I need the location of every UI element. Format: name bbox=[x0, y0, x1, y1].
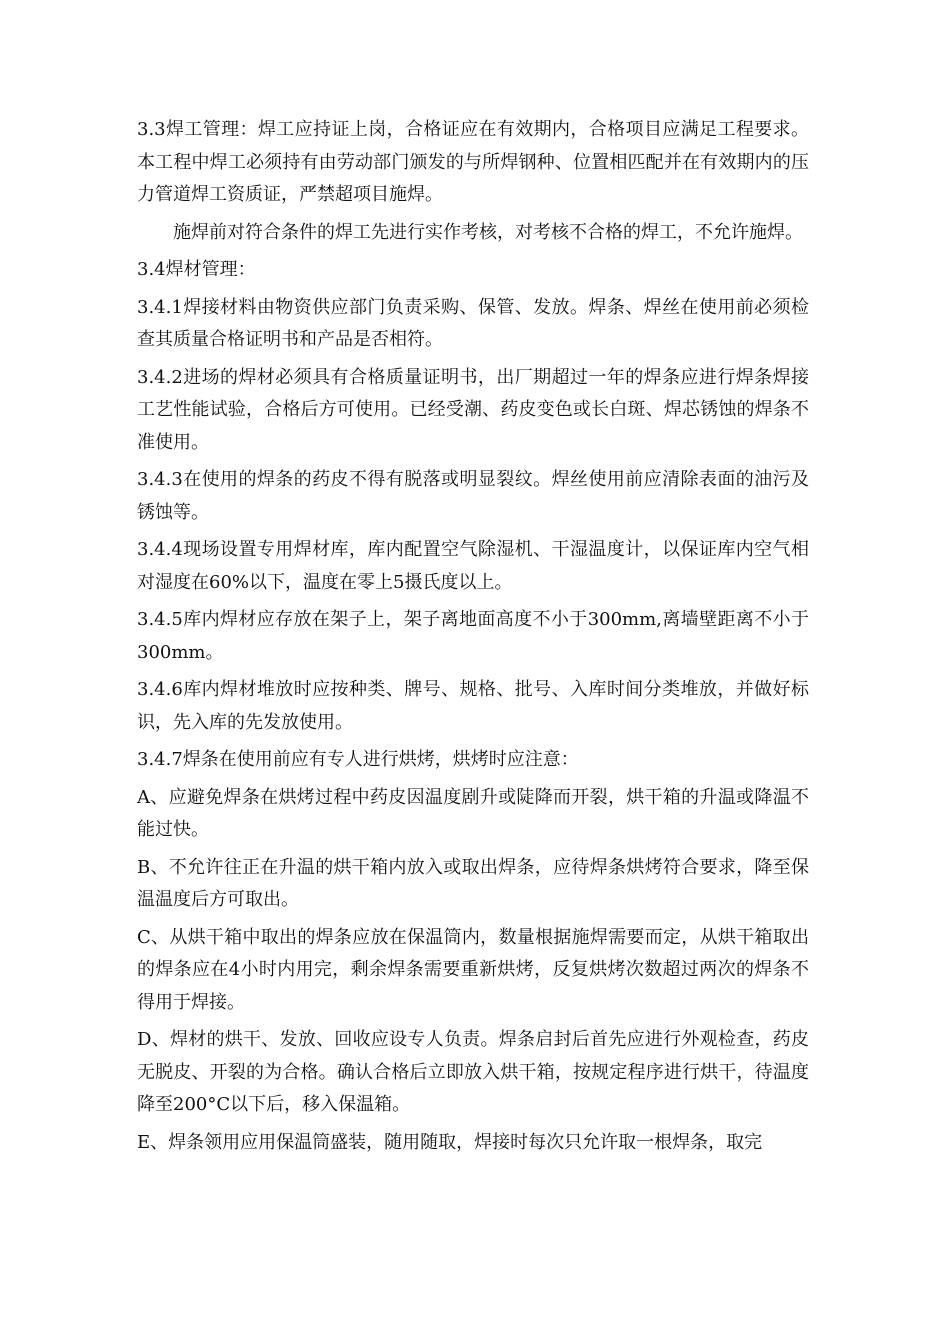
paragraph-item-d: D、焊材的烘干、发放、回收应设专人负责。焊条启封后首先应进行外观检查，药皮无脱皮、开裂的为合格。确认合格后立即放入烘干箱，按规定程序进行烘干，待温度降至200°C以下后，移入保温箱。 bbox=[137, 1029, 809, 1115]
paragraph-item-a: A、应避免焊条在烘烤过程中药皮因温度剧升或陡降而开裂，烘干箱的升温或降温不能过快。 bbox=[137, 786, 809, 840]
paragraph-item-c: C、从烘干箱中取出的焊条应放在保温筒内，数量根据施焊需要而定，从烘干箱取出的焊条应在4小时内用完，剩余焊条需要重新烘烤，反复烘烤次数超过两次的焊条不得用于焊接。 bbox=[137, 926, 809, 1013]
paragraph-3-4-3: 3.4.3在使用的焊条的药皮不得有脱落或明显裂纹。焊丝使用前应清除表面的油污及锈蚀等。 bbox=[137, 469, 809, 523]
paragraph-3-4-5: 3.4.5库内焊材应存放在架子上，架子离地面高度不小于300mm,离墙壁距离不小于300mm。 bbox=[137, 609, 809, 663]
paragraph-welder-assessment: 施焊前对符合条件的焊工先进行实作考核，对考核不合格的焊工，不允许施焊。 bbox=[173, 221, 803, 243]
paragraph-3-4-1: 3.4.1焊接材料由物资供应部门负责采购、保管、发放。焊条、焊丝在使用前必须检查其质量合格证明书和产品是否相符。 bbox=[137, 296, 809, 350]
paragraph-3-4-7: 3.4.7焊条在使用前应有专人进行烘烤，烘烤时应注意： bbox=[137, 749, 579, 770]
paragraph-item-b: B、不允许往正在升温的烘干箱内放入或取出焊条，应待焊条烘烤符合要求，降至保温温度后方可取出。 bbox=[137, 856, 809, 910]
paragraph-item-e: E、焊条领用应用保温筒盛装，随用随取，焊接时每次只允许取一根焊条，取完 bbox=[137, 1131, 763, 1153]
paragraph-3-4-4: 3.4.4现场设置专用焊材库，库内配置空气除湿机、干湿温度计，以保证库内空气相对湿度在60%以下，温度在零上5摄氏度以上。 bbox=[137, 539, 809, 593]
paragraph-welder-management: 3.3焊工管理：焊工应持证上岗，合格证应在有效期内，合格项目应满足工程要求。本工程中焊工必须持有由劳动部门颁发的与所焊钢种、位置相匹配并在有效期内的压力管道焊工资质证，严禁超项目施焊。 bbox=[137, 119, 809, 205]
paragraph-3-4-6: 3.4.6库内焊材堆放时应按种类、牌号、规格、批号、入库时间分类堆放，并做好标识，先入库的先发放使用。 bbox=[137, 679, 809, 733]
document-body bbox=[137, 114, 809, 1164]
heading-welding-material-management: 3.4焊材管理： bbox=[137, 259, 256, 280]
paragraph-3-4-2: 3.4.2进场的焊材必须具有合格质量证明书，出厂期超过一年的焊条应进行焊条焊接工艺性能试验，合格后方可使用。已经受潮、药皮变色或长白斑、焊芯锈蚀的焊条不准使用。 bbox=[137, 366, 809, 453]
